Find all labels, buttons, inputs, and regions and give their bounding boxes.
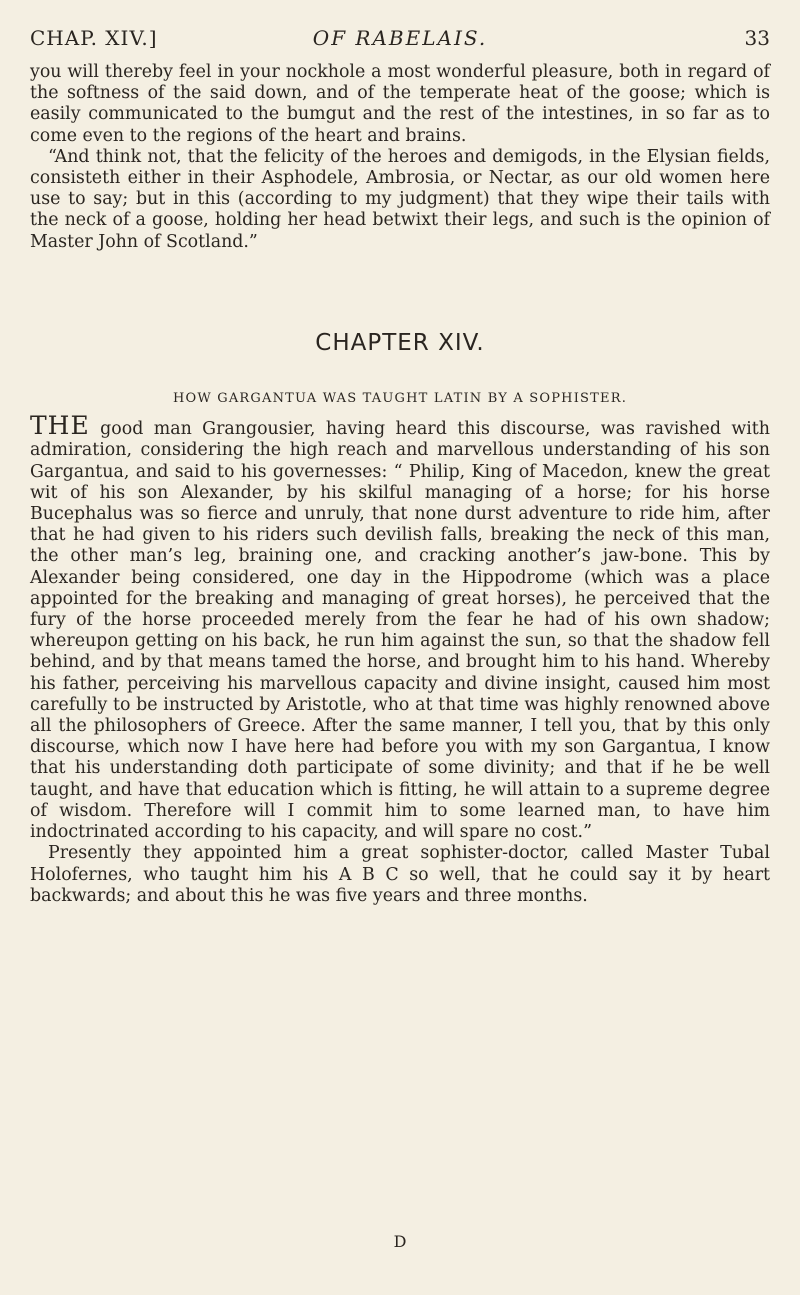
page-number: 33 [744,26,770,50]
running-head [30,26,770,56]
chapter-subtitle: HOW GARGANTUA WAS TAUGHT LATIN BY A SOPHISTER. [172,391,628,407]
opening-paragraph-text: good man Grangousier, having heard this discourse, was ravished with admiration, considering the high reach and marvellous understanding of his son Gargantua, and said to his governesses: “ Philip, King of Macedon, knew the great wit of his son Alexander, by his skilful managing of a horse; for his horse Bucephalus was so fierce and unruly, that none durst adventure to ride him, after that he had given to his riders such devilish falls, breaking the neck of this man, the other man’s leg, braining one, and cracking another’s jaw-bone. This by Alexander being considered, one day in the Hippodrome (which was a place appointed for the breaking and managing of great horses), he perceived that the fury of the horse proceeded merely from the fear he had of his own shadow; whereupon getting on his back, he run him against the sun, so that the shadow fell behind, and by that means tamed the horse, and brought him to his hand. Whereby his father, perceiving his marvellous capacity and divine insight, caused him most carefully to be instructed by Aristotle, who at that time was highly renowned above all the philosophers of Greece. After the same manner, I tell you, that by this only discourse, which now I have here had before you with my son Gargantua, I know that his understanding doth participate of some divinity; and that if he be well taught, and have that education which is fitting, he will attain to a supreme degree of wisdom. Therefore will I commit him to some learned man, to have him indoctrinated according to his capacity, and will spare no cost.” [30,419,770,843]
chapter-heading: CHAPTER XIV. [315,329,485,356]
chapter-opening-paragraph [30,411,770,843]
page-body [30,62,770,907]
signature-mark: D [393,1232,407,1251]
paragraph-closing: Presently they appointed him a great sophister-doctor, called Master Tubal Holofernes, who taught him his A B C so well, that he could say it by heart backwards; and about this he was five years and three months. [30,843,770,906]
drop-cap: THE [30,411,90,441]
paragraph-quote: “And think not, that the felicity of the heroes and demigods, in the Elysian fields, consisteth either in their Asphodele, Ambrosia, or Nectar, as our old women here use to say; but in this (according to my judgment) that they wipe their tails with the neck of a goose, holding her head betwixt their legs, and such is the opinion of Master John of Scotland.” [30,146,770,252]
running-title: OF RABELAIS. [312,26,488,50]
paragraph-continued: you will thereby feel in your nockhole a most wonderful pleasure, both in regard of the softness of the said down, and of the temperate heat of the goose; which is easily communicated to the bumgut and the rest of the intestines, in so far as to come even to the regions of the heart and brains. [30,62,770,146]
chapter-reference: CHAP. XIV.] [30,26,158,50]
